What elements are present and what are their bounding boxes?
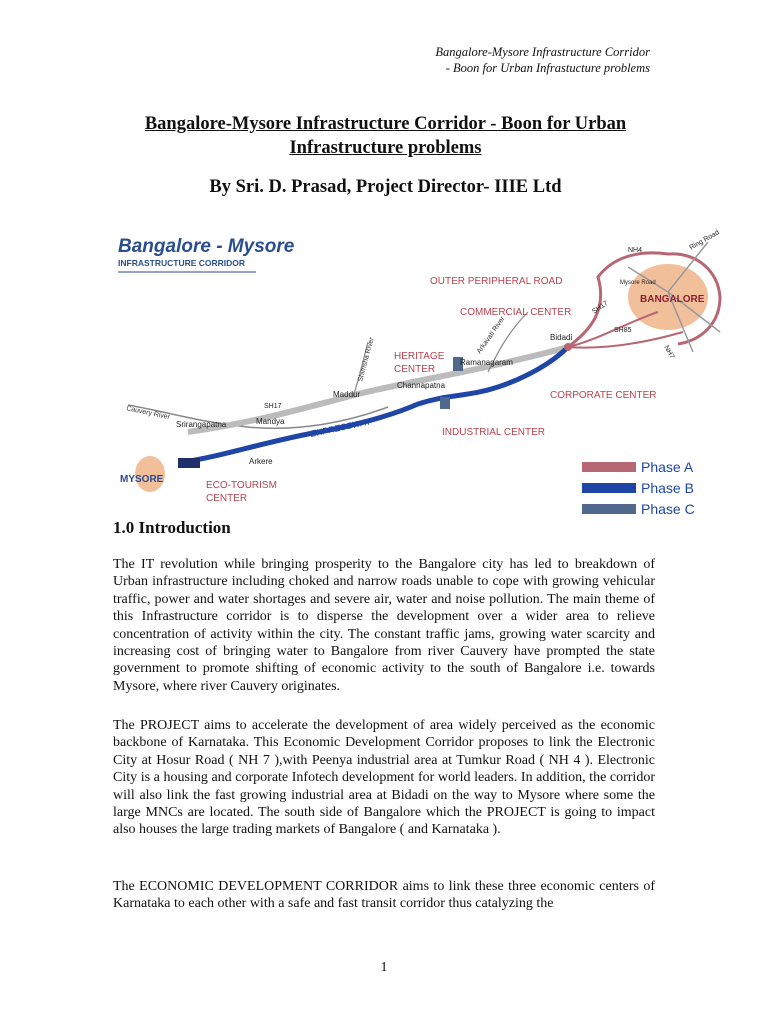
- mysore-road-label: Mysore Road: [620, 280, 656, 286]
- legend-phase-c-swatch: [582, 504, 636, 514]
- eco-tourism-label-1: ECO-TOURISM: [206, 480, 277, 491]
- legend-phase-c-label: Phase C: [641, 501, 695, 517]
- intro-paragraph-2: The PROJECT aims to accelerate the development of area widely perceived as the economic backbone of Karnataka. This Economic Development Corridor proposes to link the Electronic City at Hosur Road ( NH 7 ),with Peenya industrial area at Tumkur Road ( NH 4 ). Electronic City is a housing and corporate Infotech development for world leaders. In addition, the corridor will also link the fast growing industrial area at Bidadi on the way to Mysore where some the large MNCs are located. The south side of Bangalore which the PROJECT is going to impact also houses the large trading markets of Bangalore ( and Karnataka ).: [113, 718, 655, 838]
- mandya-label: Mandya: [256, 417, 285, 426]
- industrial-center-block: [440, 397, 450, 409]
- legend-phase-b-swatch: [582, 483, 636, 493]
- bidadi-label: Bidadi: [550, 333, 573, 342]
- eco-tourism-block: [178, 458, 200, 468]
- channapatna-label: Channapatna: [397, 381, 446, 390]
- bidadi-dot: [564, 343, 572, 351]
- ring-road-label: Ring Road: [688, 229, 721, 252]
- running-header-line1: Bangalore-Mysore Infrastructure Corridor: [435, 45, 650, 59]
- page-number: 1: [380, 960, 388, 975]
- mysore-label: MYSORE: [120, 474, 164, 485]
- heritage-center-label-1: HERITAGE: [394, 351, 445, 362]
- eco-tourism-label-2: CENTER: [206, 493, 248, 504]
- sh17-label-b: SH17: [591, 299, 610, 316]
- maddur-label: Maddur: [333, 390, 361, 399]
- sh85-label: SH85: [614, 327, 632, 334]
- map-logo-subtitle: INFRASTRUCTURE CORRIDOR: [118, 258, 246, 268]
- srirangapatna-label: Srirangapatna: [176, 420, 227, 429]
- outer-peripheral-road-label: OUTER PERIPHERAL ROAD: [430, 276, 563, 287]
- running-header-line2: - Boon for Urban Infrastucture problems: [445, 61, 650, 75]
- ramanagaram-label: Ramanagaram: [460, 358, 513, 367]
- commercial-center-label: COMMERCIAL CENTER: [460, 307, 572, 318]
- arkavati-river-label: Arkavati River: [475, 315, 507, 356]
- heritage-center-label-2: CENTER: [394, 364, 436, 375]
- industrial-center-label: INDUSTRIAL CENTER: [442, 427, 545, 438]
- legend-phase-b-label: Phase B: [641, 480, 694, 496]
- legend-phase-a-swatch: [582, 462, 636, 472]
- legend-phase-a-label: Phase A: [641, 459, 694, 475]
- cauvery-river-label: Cauvery River: [125, 405, 171, 422]
- document-title: Bangalore-Mysore Infrastructure Corridor - Boon for Urban Infrastructure problems: [144, 114, 627, 158]
- nh7-label: NH7: [662, 344, 676, 361]
- shimsha-river-label: Shimsha River: [357, 336, 376, 383]
- intro-paragraph-3: The ECONOMIC DEVELOPMENT CORRIDOR aims to link these three economic centers of Karnataka to each other with a safe and fast transit corridor thus catalyzing the: [113, 879, 655, 912]
- bangalore-label: BANGALORE: [640, 294, 705, 305]
- map-logo-script: Bangalore - Mysore: [118, 236, 295, 257]
- corridor-map: [108, 222, 728, 522]
- sh17-label-a: SH17: [264, 403, 282, 410]
- expressway-label: EXPRESSWAY: [309, 416, 373, 439]
- section-heading: 1.0 Introduction: [113, 518, 231, 537]
- corporate-center-label: CORPORATE CENTER: [550, 390, 657, 401]
- arkere-label: Arkere: [249, 457, 273, 466]
- author-byline: By Sri. D. Prasad, Project Director- IIIE Ltd: [209, 177, 562, 197]
- running-header: [435, 44, 650, 76]
- intro-paragraph-1: The IT revolution while bringing prosperity to the Bangalore city has led to breakdown of Urban infrastructure including choked and narrow roads unable to cope with growing vehicular traffic, power and water shortages and severe air, water and noise pollution. The main theme of this Infrastructure corridor is to disperse the development over a wider area to relieve concentration of activity within the city. The constant traffic jams, growing water scarcity and increasing cost of bringing water to Bangalore from river Cauvery have prompted the state government to promote shifting of economic activity to the south of Bangalore i.e. towards Mysore, where river Cauvery originates.: [113, 557, 655, 694]
- nh4-label: NH4: [628, 247, 643, 254]
